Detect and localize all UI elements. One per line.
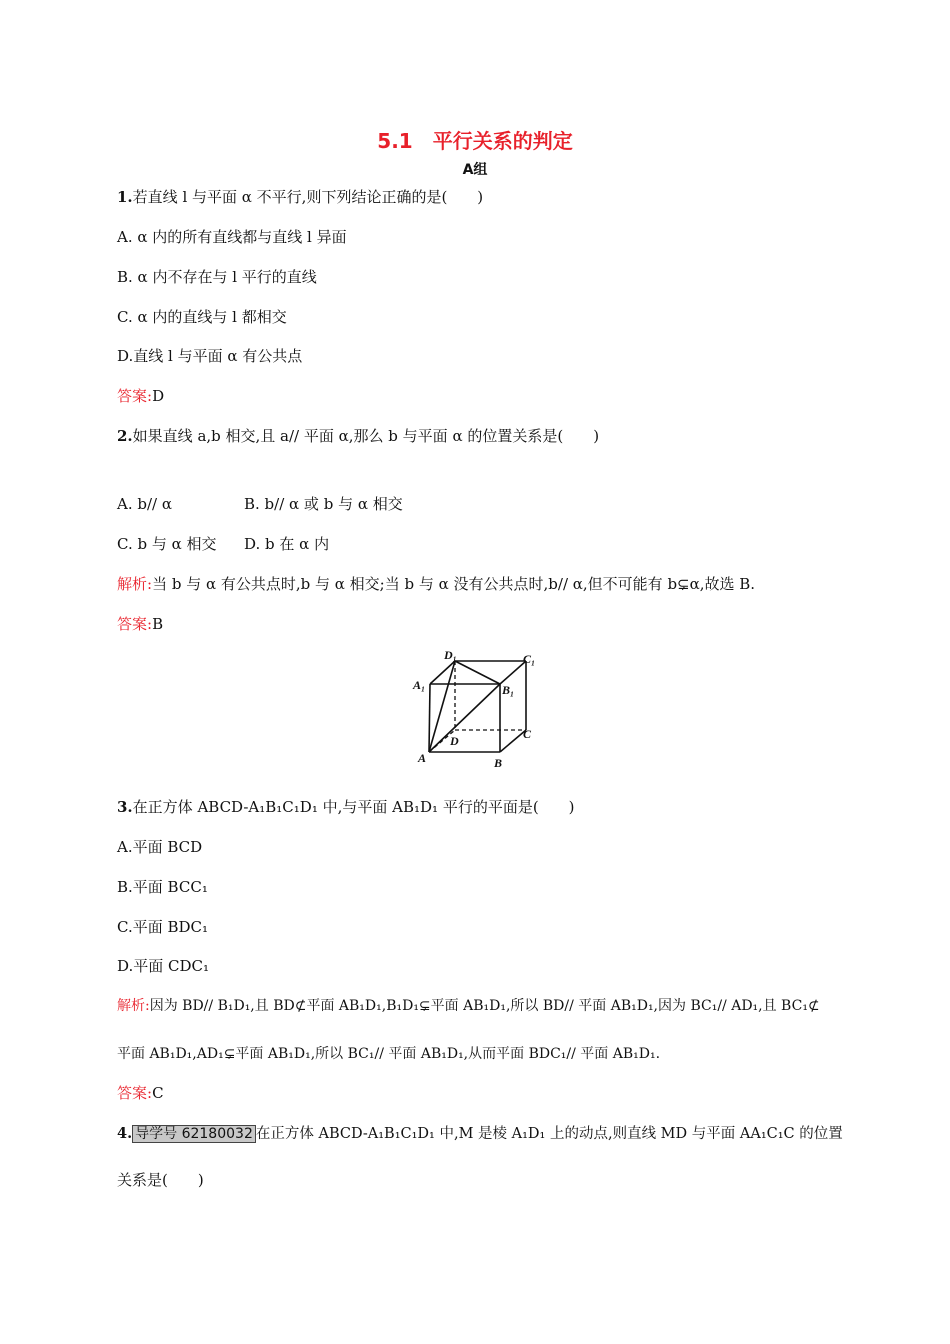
answer-label: 答案: [117,387,153,405]
question-4-stem [117,1124,843,1144]
q3-option-a: A.平面 BCD [117,838,203,856]
vertex-label-a: A [418,751,427,765]
question-text: 若直线 l 与平面 α 不平行,则下列结论正确的是( ) [132,188,484,206]
edge-a1a [429,684,430,752]
page-title: 5.1 平行关系的判定 [377,129,573,153]
q3-option-d: D.平面 CDC₁ [117,957,210,975]
q1-option-b: B. α 内不存在与 l 平行的直线 [117,268,317,286]
q3-answer [117,1083,164,1103]
q2-answer [117,614,163,634]
answer-label: 答案: [117,1084,153,1102]
q2-option-c: C. b 与 α 相交 [117,535,217,553]
q2-option-d: D. b 在 α 内 [244,535,330,553]
question-text: 在正方体 ABCD-A₁B₁C₁D₁ 中,M 是棱 A₁D₁ 上的动点,则直线 MD 与平面 AA₁C₁C 的位置 [255,1126,843,1142]
edge-ab1 [429,684,500,752]
q2-option-b: B. b// α 或 b 与 α 相交 [244,495,403,513]
question-text: 如果直线 a,b 相交,且 a// 平面 α,那么 b 与平面 α 的位置关系是( ) [132,427,600,445]
q3-option-b: B.平面 BCC₁ [117,878,208,896]
q3-analysis-line-2: 平面 AB₁D₁,AD₁⊊平面 AB₁D₁,所以 BC₁// 平面 AB₁D₁,从而平面 BDC₁// 平面 AB₁D₁. [117,1046,661,1062]
question-number: 3. [117,798,133,816]
q2-option-a: A. b// α [117,495,172,513]
guide-number-tag[interactable]: 导学号 62180032 [132,1125,256,1143]
q3-option-c: C.平面 BDC₁ [117,918,209,936]
question-1-stem [117,187,483,207]
question-number: 4. [117,1125,133,1142]
vertex-label-a1: A₁ [413,678,426,692]
question-4-stem-line-2: 关系是( ) [117,1171,204,1189]
q1-option-a: A. α 内的所有直线都与直线 l 异面 [117,228,347,246]
analysis-text: 因为 BD// B₁D₁,且 BD⊄平面 AB₁D₁,B₁D₁⊊平面 AB₁D₁,所以 BD// 平面 AB₁D₁,因为 BC₁// AD₁,且 BC₁⊄ [149,998,820,1014]
answer-value: D [152,387,165,405]
question-number: 1. [117,188,133,206]
answer-label: 答案: [117,615,153,633]
q1-option-c: C. α 内的直线与 l 都相交 [117,308,287,326]
answer-value: B [152,615,164,633]
vertex-label-b: B [494,756,503,770]
q1-option-d: D.直线 l 与平面 α 有公共点 [117,347,303,365]
analysis-label: 解析: [117,998,150,1014]
vertex-label-d1: D₁ [444,648,457,662]
answer-value: C [152,1084,164,1102]
question-2-stem [117,426,599,446]
analysis-text: 当 b 与 α 有公共点时,b 与 α 相交;当 b 与 α 没有公共点时,b// α,但不可能有 b⊊α,故选 B. [152,575,756,593]
analysis-label: 解析: [117,575,153,593]
q2-analysis [117,574,755,594]
q1-answer [117,386,164,406]
question-number: 2. [117,427,133,445]
cube-figure [405,645,545,770]
vertex-label-c1: C₁ [523,652,536,666]
question-3-stem [117,797,575,817]
edge-d1b1 [455,661,500,684]
group-label: A组 [462,162,488,178]
vertex-label-b1: B₁ [502,683,515,697]
vertex-label-d: D [450,734,459,748]
q3-analysis-line-1 [117,996,820,1016]
vertex-label-c: C [523,727,532,741]
question-text: 在正方体 ABCD-A₁B₁C₁D₁ 中,与平面 AB₁D₁ 平行的平面是( ) [132,798,575,816]
